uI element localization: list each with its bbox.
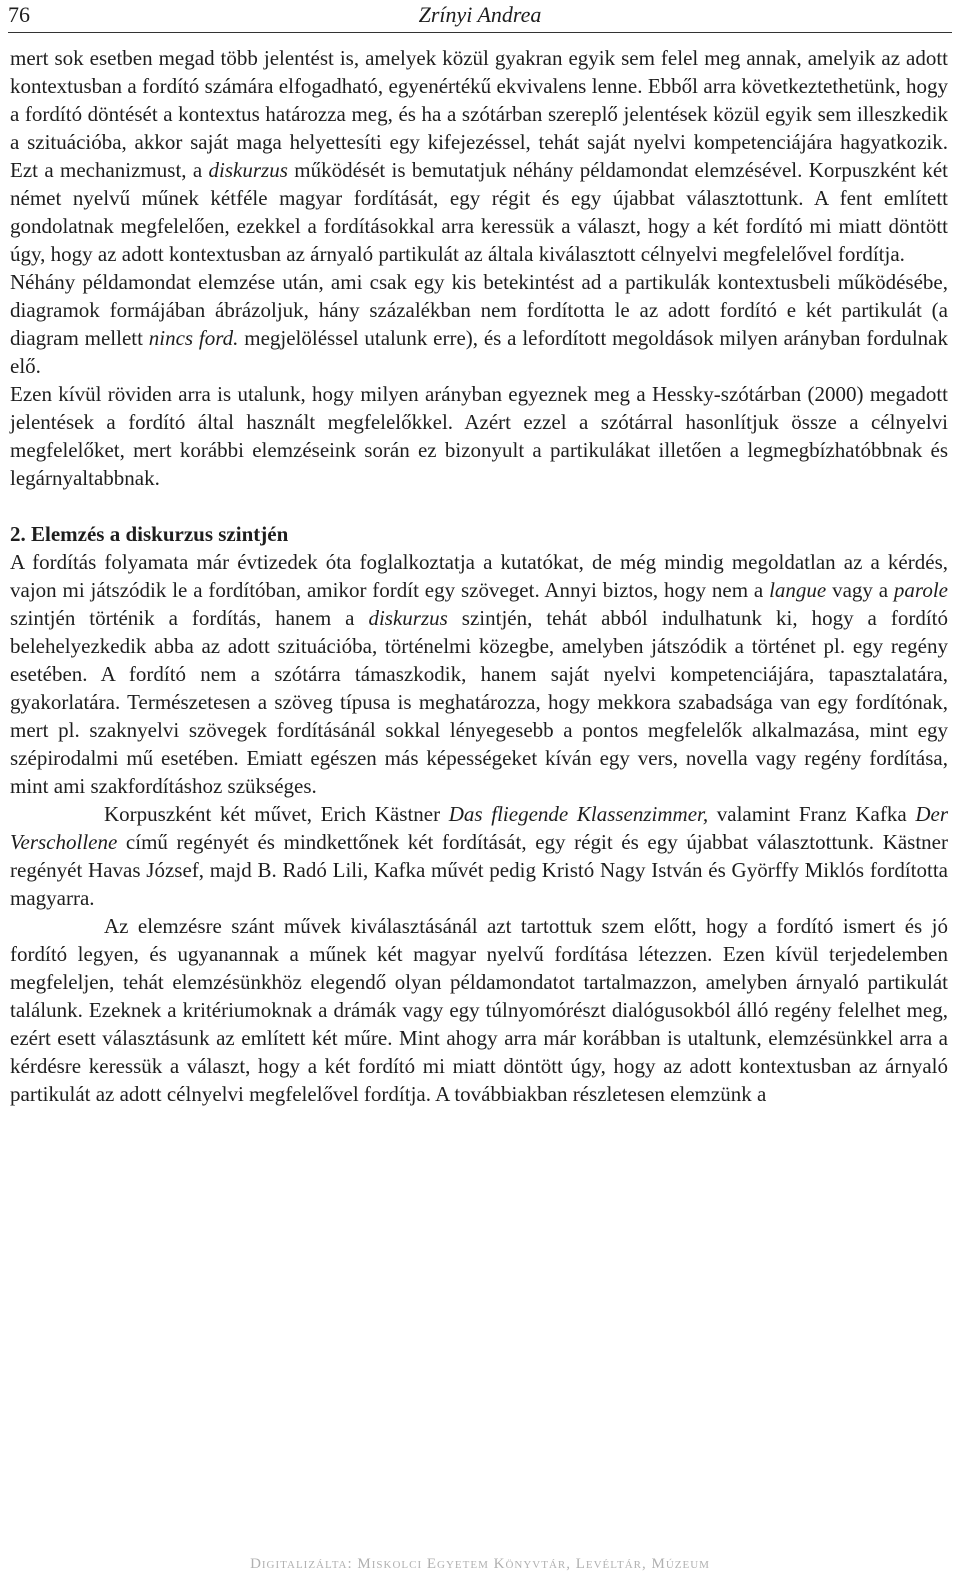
page-body [10,44,948,1108]
paragraph-2: Néhány példamondat elemzése után, ami csak egy kis betekintést ad a partikulák kontextusbeli működésébe, diagramok formájában ábrázoljuk, hány százalékban nem fordította le az adott fordító e két partikulát (a diagram mellett nincs ford. megjelöléssel utalunk erre), és a lefordított megoldások milyen arányban fordulnak elő. [10,270,948,378]
paragraph-6: Az elemzésre szánt művek kiválasztásánál azt tartottuk szem előtt, hogy a fordító ismert és jó fordító legyen, és ugyanannak a műnek két magyar nyelvű fordítása létezzen. Ezen kívül terjedelemben megfeleljen, tehát elemzésünkhöz elegendő olyan példamondatot tartalmazzon, amelyben árnyaló partikulát találunk. Ezeknek a kritériumoknak a drámák vagy egy túlnyomórészt dialógusokból álló regény felelhet meg, ezért esett választásunk az említett két műre. Mint ahogy arra már korábban is utaltunk, elemzésünkkel arra a kérdésre keressük a választ, hogy a két fordító mi miatt döntött úgy, hogy az adott kontextusban az árnyaló partikulát az adott célnyelvi megfelelővel fordítja. A továbbiakban részletesen elemzünk a [10,914,948,1106]
page-header [8,0,952,34]
italic-title: Das fliegende Klassenzimmer, [448,802,709,826]
section-gap [10,492,948,520]
header-rule [8,32,952,33]
page-number: 76 [8,2,30,27]
italic-term: diskurzus [368,606,448,630]
italic-term: parole [893,578,948,602]
italic-term: nincs ford. [148,326,239,350]
italic-term: diskurzus [208,158,288,182]
digitization-watermark: Digitalizálta: Miskolci Egyetem Könyvtár, Levéltár, Múzeum [250,1556,710,1572]
paragraph-5: Korpuszként két művet, Erich Kästner Das fliegende Klassenzimmer, valamint Franz Kafka Der Verschollene című regényét és mindkettőnek két fordítását, egy régit és egy újabbat választottunk. Kästner regényét Havas József, majd B. Radó Lili, Kafka művét pedig Kristó Nagy István és Györffy Miklós fordította magyarra. [10,802,948,910]
section-heading: 2. Elemzés a diskurzus szintjén [10,522,289,546]
paragraph-1: mert sok esetben megad több jelentést is, amelyek közül gyakran egyik sem felel meg annak, amelyik az adott kontextusban a fordító számára elfogadható, egyenértékű ekvivalens lenne. Ebből arra következtethetünk, hogy a fordító döntését a kontextus határozza meg, és ha a szótárban szereplő jelentések közül egyik sem illeszkedik a szituációba, akkor saját maga helyettesíti egy kifejezéssel, tehát saját nyelvi kompetenciájára hagyatkozik. Ezt a mechanizmust, a diskurzus működését is bemutatjuk néhány példamondat elemzésével. Korpuszként két német nyelvű műnek kétféle magyar fordítását, egy régit és egy újabbat választottunk. A fent említett gondolatnak megfelelően, ezekkel a fordításokkal arra keressük a választ, hogy a két fordító mi miatt döntött úgy, hogy az adott kontextusban az árnyaló partikulát az általa kiválasztott célnyelvi megfelelővel fordítja. [10,46,948,266]
italic-term: langue [769,578,827,602]
italic-title: Der Verschollene [10,802,948,854]
paragraph-3: Ezen kívül röviden arra is utalunk, hogy milyen arányban egyeznek meg a Hessky-szótárban (2000) megadott jelentések a fordító által használt megfelelőkkel. Azért ezzel a szótárral hasonlítjuk össze a célnyelvi megfelelőket, mert korábbi elemzéseink során ez bizonyult a partikulákat illetően a legmegbízhatóbbnak és legárnyaltabbnak. [10,382,948,490]
running-head: Zrínyi Andrea [418,2,542,27]
paragraph-4: A fordítás folyamata már évtizedek óta foglalkoztatja a kutatókat, de még mindig megoldatlan az a kérdés, vajon mi játszódik le a fordítóban, amikor fordít egy szöveget. Annyi biztos, hogy nem a langue vagy a parole szintjén történik a fordítás, hanem a diskurzus szintjén, tehát abból indulhatunk ki, hogy a fordító belehelyezkedik abba az adott szituációba, történelmi közegbe, amelyben játszódik a történet pl. egy regény esetében. A fordító nem a szótárra támaszkodik, hanem saját nyelvi kompetenciájára, tapasztalatára, gyakorlatára. Természetesen a szöveg típusa is meghatározza, hogy mekkora szabadsága van egy fordítónak, mert pl. szaknyelvi szövegek fordításánál sokkal lényegesebb a pontos megfelelők alkalmazása, mint egy szépirodalmi mű esetében. Emiatt egészen más képességeket kíván egy vers, novella vagy regény fordítása, mint ami szakfordításhoz szükséges. [10,550,948,798]
